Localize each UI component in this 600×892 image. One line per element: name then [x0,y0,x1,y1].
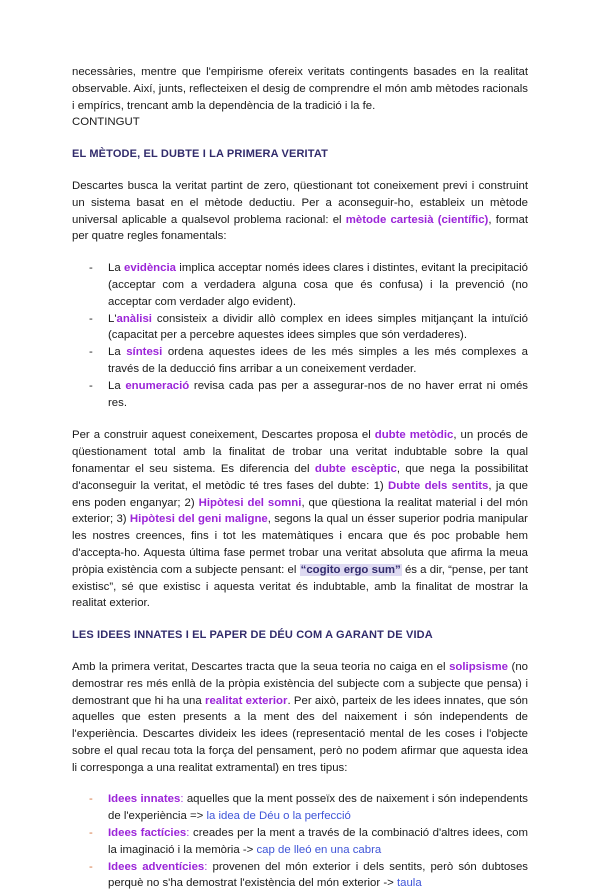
innate-ideas-paragraph: Amb la primera veritat, Descartes tracta que la seua teoria no caiga en el solipsisme (no demostrar res més enllà de la pròpia existència del subjecte com a subjecte que pensa) i demostrant que hi ha una realitat exterior. Per això, parteix de les idees innates, que són aquelles que esten presents a la ment des del naixement i són independents de l'experiència. Descartes divideix les idees (representació mental de les coses i l'objecte sobre el qual recau tota la força del pensament, però no podem afirmar que aquesta idea li corresponga a una realitat extramental) en tres tipus: [72,660,528,774]
highlight-term: Idees innates [108,793,181,806]
highlight-term: Idees factícies [108,827,187,840]
highlight-term: Hipòtesi del geni maligne [129,513,268,526]
cogito-highlight: “cogito ergo sum” [300,563,401,576]
highlight-term: enumeració [125,379,190,392]
highlight-term: solipsisme [449,660,508,673]
contingut-label: CONTINGUT [72,116,140,129]
rules-list [72,260,528,411]
highlight-term: evidència [124,262,176,275]
list-item: - La enumeració revisa cada pas per a assegurar-nos de no haver errat ni omés res. [89,379,528,409]
highlight-term: dubte escèptic [314,462,397,475]
highlight-term: Idees adventícies [108,860,205,873]
dash-bullet-icon: - [89,312,93,325]
highlight-term: síntesi [126,346,163,359]
dash-bullet-icon: - [89,793,93,806]
highlight-term: Hipòtesi del somni [198,496,302,509]
document-page [72,64,528,892]
example-text: taula [396,877,422,890]
highlight-term: Dubte dels sentits [388,479,489,492]
dash-bullet-icon: - [89,262,93,275]
dash-bullet-icon: - [89,827,93,840]
example-text: la idea de Déu o la perfecció [206,810,351,823]
doubt-paragraph: Per a construir aquest coneixement, Descartes proposa el dubte metòdic, un procés de qüestionament total amb la finalitat de trobar una veritat indubtable sobre la qual fonamentar el seu sistema. Es diferencia del dubte escèptic, que nega la possibilitat d'aconseguir la veritat, el metòdic té tres fases del dubte: 1) Dubte dels sentits, ja que ens poden enganyar; 2) Hipòtesi del somni, que qüestiona la realitat material i del món exterior; 3) Hipòtesi del geni maligne, segons la qual un ésser superior podria manipular les nostres creences, fins i tot les matemàtiques i encara que és poc probable hem d'accepta-ho. Aquesta última fase permet trobar una veritat absoluta que afirma la meua pròpia existència com a subjecte pensant: el “cogito ergo sum” és a dir, “pense, per tant existisc”, sé que existisc i aquesta veritat és indubtable, amb la finalitat de mostrar la realitat exterior. [72,429,529,610]
dash-bullet-icon: - [89,346,93,359]
list-item: - La evidència implica acceptar només idees clares i distintes, evitant la precipitació (acceptar com a verdadera alguna cosa que és confusa) i la prevenció (no acceptar com verdader algo evident). [89,262,528,308]
intro-paragraph: necessàries, mentre que l'empirisme ofereix veritats contingents basades en la realitat observable. Així, junts, reflecteixen el desig de comprendre el món amb mètodes racionals i empírics, trencant amb la dependència de la tradició i la fe. [72,66,528,112]
highlight-term: anàlisi [116,312,152,325]
list-item: - Idees innates: aquelles que la ment posseïx des de naixement i són independents de l'experiència => la idea de Déu o la perfecció [89,793,528,823]
dash-bullet-icon: - [89,379,93,392]
section-heading-innate-ideas: LES IDEES INNATES I EL PAPER DE DÉU COM A GARANT DE VIDA [72,629,433,642]
idea-types-list [72,791,528,892]
example-text: cap de lleó en una cabra [256,843,382,856]
section-heading-method: EL MÈTODE, EL DUBTE I LA PRIMERA VERITAT [72,148,328,161]
list-item: - Idees adventícies: provenen del món exterior i dels sentits, però són dubtoses perquè no s'ha demostrat l'existència del món exterior -> taula [89,860,529,890]
highlight-term: dubte metòdic [374,429,454,442]
highlight-term: mètode cartesià (científic) [345,213,489,226]
method-paragraph: Descartes busca la veritat partint de zero, qüestionant tot coneixement previ i construint un sistema basat en el mètode deductiu. Per a aconseguir-ho, estableix un mètode universal aplicable a qualsevol problema racional: el mètode cartesià (científic), format per quatre regles fonamentals: [72,179,528,243]
list-item: - Idees factícies: creades per la ment a través de la combinació d'altres idees, com la imaginació i la memòria -> cap de lleó en una cabra [89,827,529,856]
list-item: - La síntesi ordena aquestes idees de les més simples a les més complexes a través de la deducció fins arribar a un coneixement verdader. [89,346,528,375]
list-item: - L'anàlisi consisteix a dividir allò complex en idees simples mitjançant la intuïció (capacitat per a percebre aquestes idees simples que són verdaderes). [89,312,528,342]
dash-bullet-icon: - [89,860,93,873]
highlight-term: realitat exterior [205,694,288,707]
